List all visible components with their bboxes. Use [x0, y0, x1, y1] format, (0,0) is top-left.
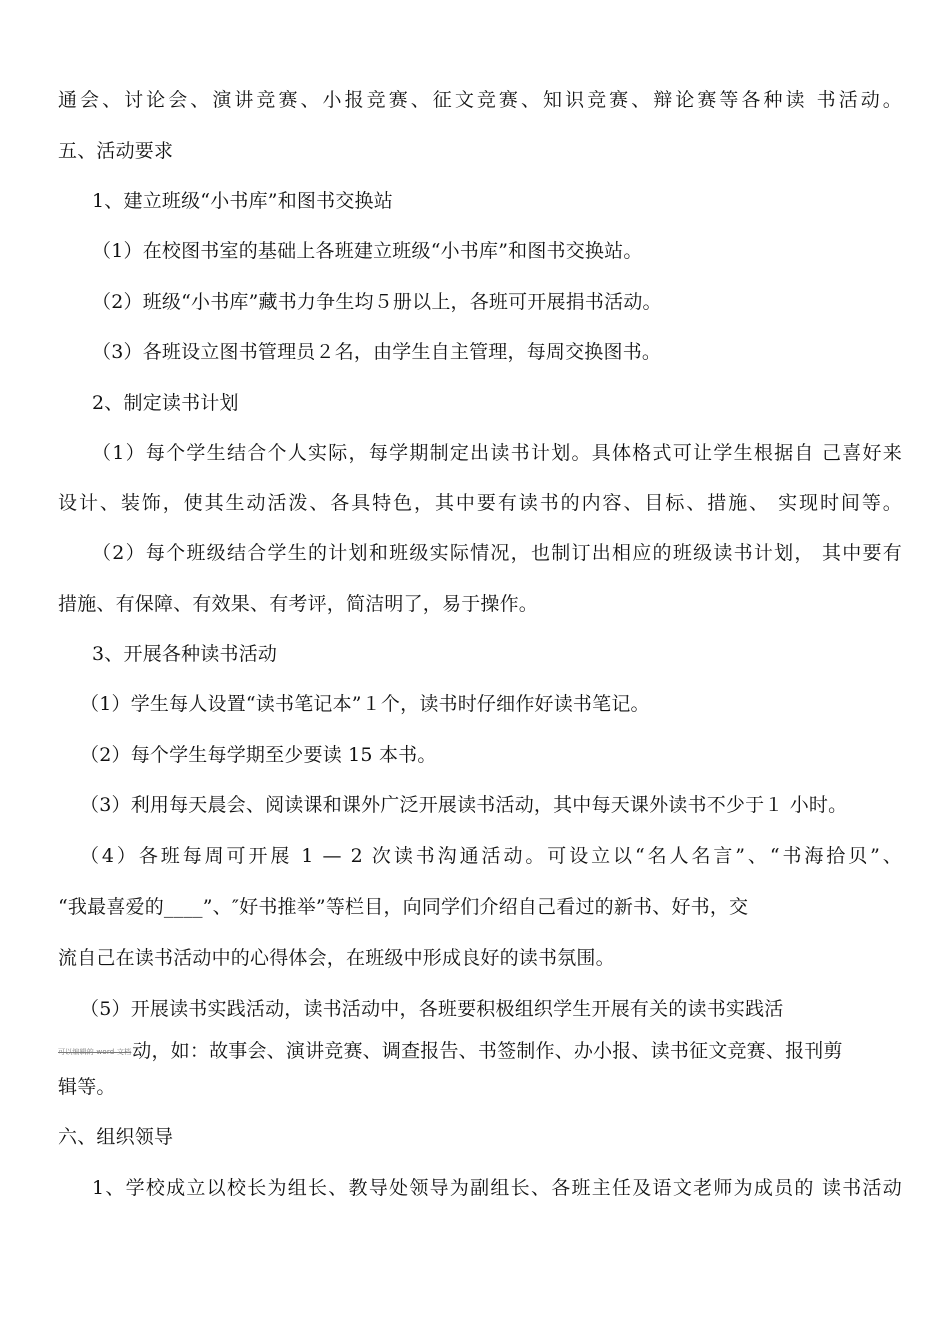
- subheading-2: 2、制定读书计划: [92, 392, 239, 414]
- list-item-3-5-line-1: （5）开展读书实践活动，读书活动中，各班要积极组织学生开展有关的读书实践活: [80, 998, 784, 1020]
- subheading-1: 1、建立班级“小书库”和图书交换站: [92, 190, 393, 212]
- list-item-3-4-line-2: “我最喜爱的____”、″好书推举”等栏目，向同学们介绍自己看过的新书、好书，交: [58, 896, 749, 918]
- list-item-3-4-line-1: （4）各班每周可开展 1 — 2 次读书沟通活动。可设立以“名人名言”、“书海拾贝”、: [80, 845, 902, 867]
- list-item-1-1: （1）在校图书室的基础上各班建立班级“小书库”和图书交换站。: [92, 240, 643, 262]
- list-item-1-2: （2）班级“小书库”藏书力争生均５册以上，各班可开展捐书活动。: [92, 291, 662, 313]
- list-item-3-4-line-3: 流自己在读书活动中的心得体会，在班级中形成良好的读书氛围。: [58, 947, 615, 969]
- list-item-2-1-line-1: （1）每个学生结合个人实际，每学期制定出读书计划。具体格式可让学生根据自 己喜好来: [92, 442, 902, 464]
- section-heading-5: 五、活动要求: [58, 140, 174, 162]
- list-item-3-5-line-2: [58, 1039, 902, 1063]
- section-heading-6: 六、组织领导: [58, 1126, 174, 1148]
- list-item-3-5-line-2-text: 动，如：故事会、演讲竞赛、调查报告、书签制作、办小报、读书征文竞赛、报刊剪: [132, 1040, 843, 1062]
- list-item-6-1: 1、学校成立以校长为组长、教导处领导为副组长、各班主任及语文老师为成员的 读书活动: [92, 1177, 902, 1199]
- list-item-3-5-line-3: 辑等。: [58, 1076, 116, 1098]
- watermark-note: 可以编辑的 word 文档: [58, 1048, 132, 1056]
- list-item-3-3: （3）利用每天晨会、阅读课和课外广泛开展读书活动，其中每天课外读书不少于１ 小时。: [80, 794, 848, 816]
- list-item-1-3: （3）各班设立图书管理员２名，由学生自主管理，每周交换图书。: [92, 341, 662, 363]
- subheading-3: 3、开展各种读书活动: [92, 643, 278, 665]
- list-item-3-1: （1）学生每人设置“读书笔记本”１个，读书时仔细作好读书笔记。: [80, 693, 650, 715]
- list-item-3-2: （2）每个学生每学期至少要读 15 本书。: [80, 744, 437, 766]
- list-item-2-2-line-2: 措施、有保障、有效果、有考评，简洁明了，易于操作。: [58, 593, 539, 615]
- paragraph-line-1: 通会、讨论会、演讲竞赛、小报竞赛、征文竞赛、知识竞赛、辩论赛等各种读 书活动。: [58, 89, 902, 111]
- list-item-2-1-line-2: 设计、装饰，使其生动活泼、各具特色，其中要有读书的内容、目标、措施、 实现时间等。: [58, 492, 902, 514]
- list-item-2-2-line-1: （2）每个班级结合学生的计划和班级实际情况，也制订出相应的班级读书计划， 其中要有: [92, 542, 902, 564]
